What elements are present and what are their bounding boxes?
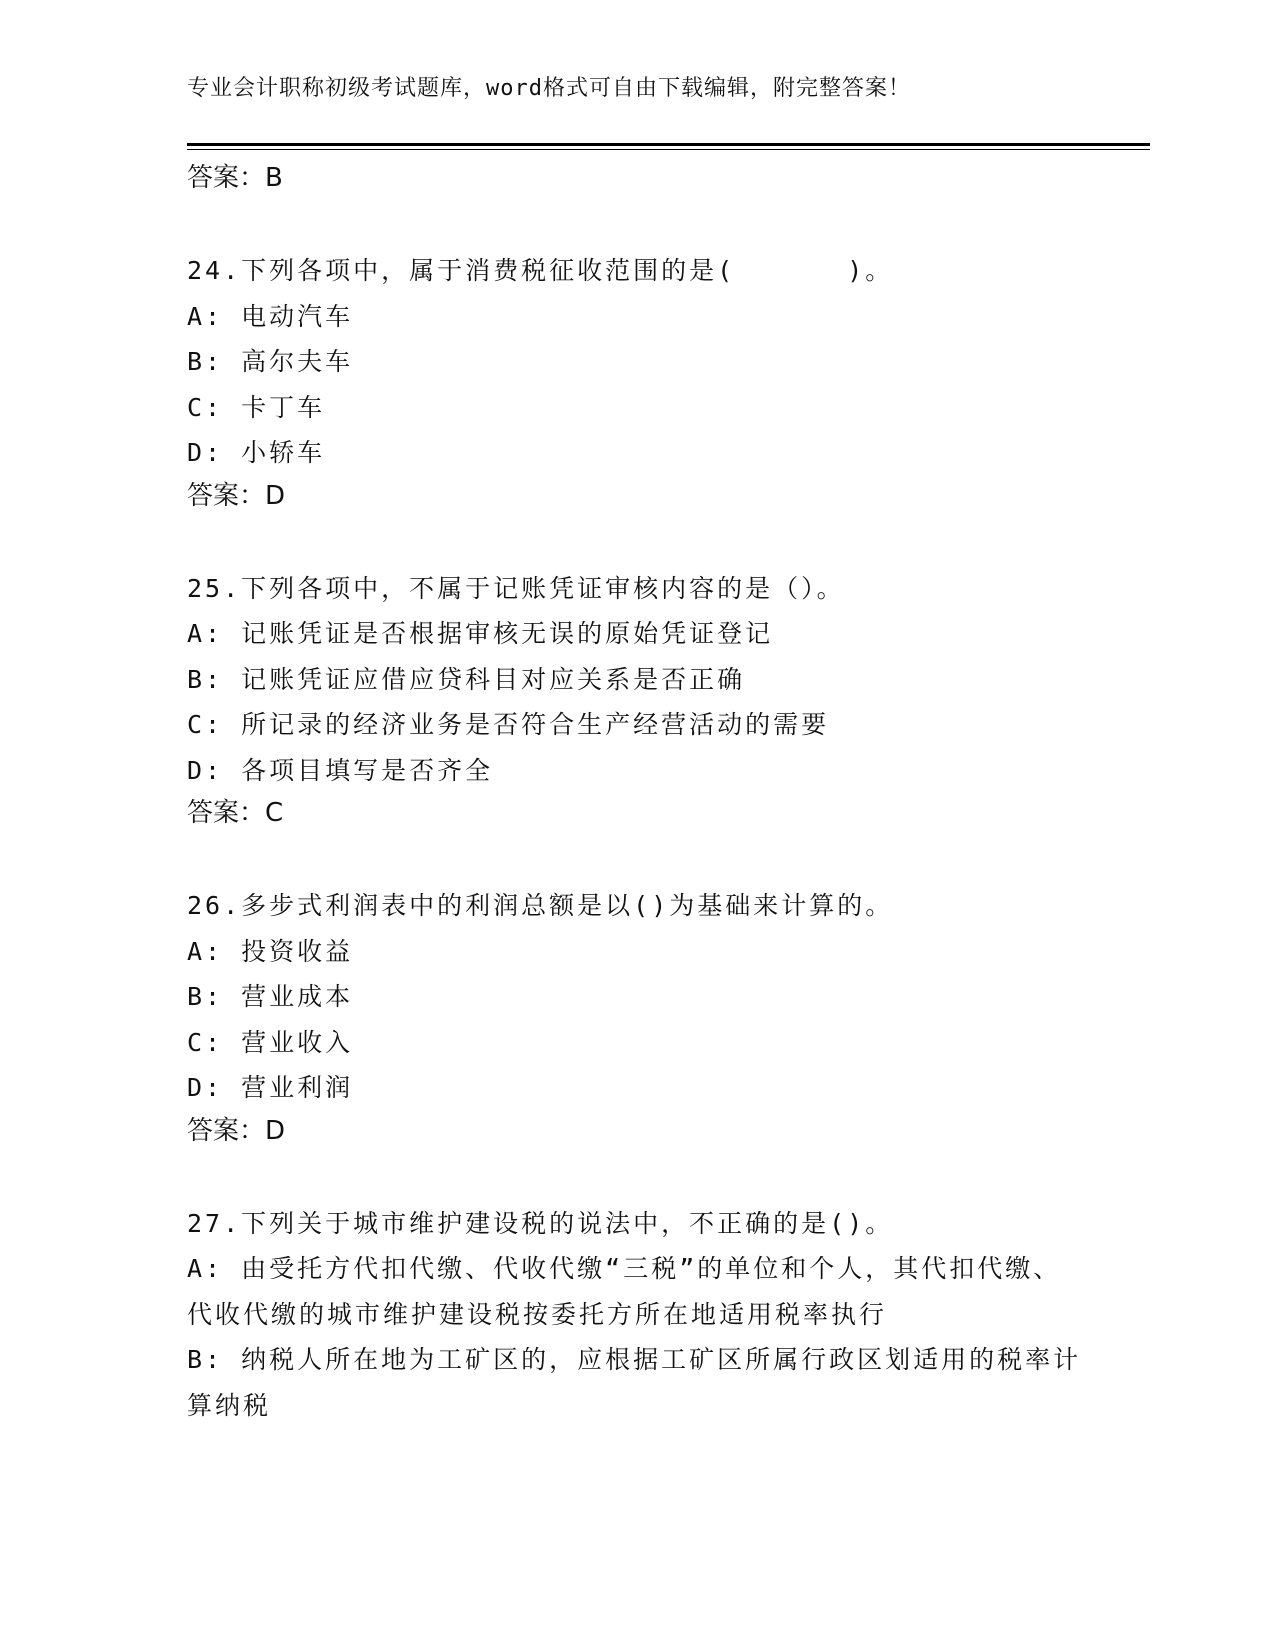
question-26 bbox=[187, 883, 1087, 1151]
question-title: 27.下列关于城市维护建设税的说法中，不正确的是()。 bbox=[187, 1208, 894, 1238]
question-25 bbox=[187, 566, 1087, 834]
document-body bbox=[187, 158, 1087, 1428]
page-header: 专业会计职称初级考试题库，word格式可自由下载编辑，附完整答案！ bbox=[187, 76, 911, 101]
option-d: D: 营业利润 bbox=[187, 1073, 354, 1102]
option-b: B: 营业成本 bbox=[187, 982, 354, 1011]
option-a: A: 记账凭证是否根据审核无误的原始凭证登记 bbox=[187, 619, 774, 648]
question-answer: 答案：D bbox=[187, 1115, 286, 1146]
option-d: D: 小轿车 bbox=[187, 438, 326, 467]
option-c: C: 卡丁车 bbox=[187, 392, 326, 422]
option-b: B: 纳税人所在地为工矿区的，应根据工矿区所属行政区划适用的税率计算纳税 bbox=[187, 1345, 1082, 1420]
question-answer: 答案：D bbox=[187, 480, 286, 511]
question-24 bbox=[187, 248, 1087, 516]
question-answer: 答案：C bbox=[187, 798, 284, 828]
option-b: B: 记账凭证应借应贷科目对应关系是否正确 bbox=[187, 664, 746, 694]
answer-prev: 答案：B bbox=[187, 163, 283, 193]
question-title: 24.下列各项中，属于消费税征收范围的是( )。 bbox=[187, 256, 894, 285]
header-divider bbox=[187, 143, 1150, 146]
question-27 bbox=[187, 1201, 1087, 1429]
question-title: 25.下列各项中，不属于记账凭证审核内容的是（）。 bbox=[187, 573, 845, 603]
option-d: D: 各项目填写是否齐全 bbox=[187, 755, 494, 785]
header-divider-thin bbox=[187, 149, 1150, 150]
option-a: A: 电动汽车 bbox=[187, 301, 354, 331]
option-b: B: 高尔夫车 bbox=[187, 347, 354, 376]
question-title: 26.多步式利润表中的利润总额是以()为基础来计算的。 bbox=[187, 891, 894, 920]
option-a: A: 由受托方代扣代缴、代收代缴“三税”的单位和个人，其代扣代缴、代收代缴的城市维护建设税按委托方所在地适用税率执行 bbox=[187, 1254, 1062, 1329]
option-c: C: 所记录的经济业务是否符合生产经营活动的需要 bbox=[187, 710, 830, 739]
option-c: C: 营业收入 bbox=[187, 1027, 354, 1057]
option-a: A: 投资收益 bbox=[187, 936, 354, 966]
